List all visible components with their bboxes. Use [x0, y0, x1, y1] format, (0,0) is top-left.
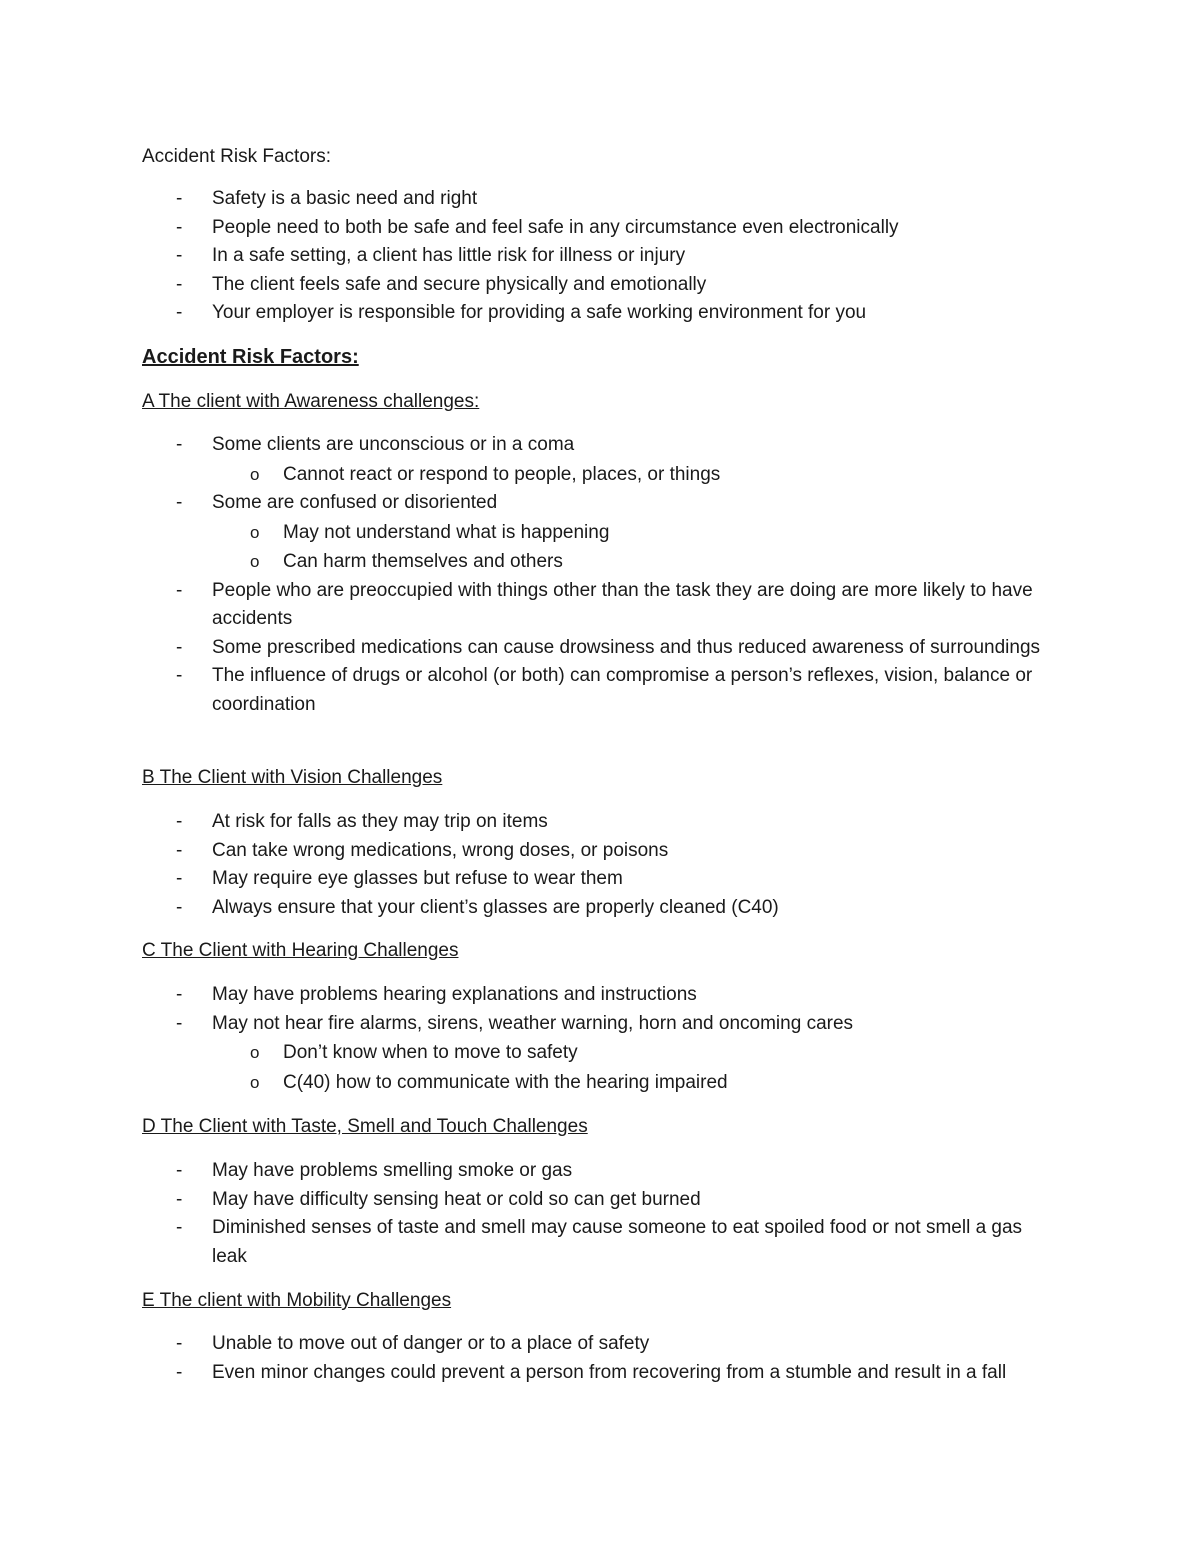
list-item-text: People who are preoccupied with things other than the task they are doing are more likely to have accidents [212, 579, 1033, 629]
list-item [0, 489, 1052, 518]
main-heading: Accident Risk Factors: [142, 346, 359, 368]
list-item [0, 865, 1052, 894]
sub-item-text: C(40) how to communicate with the hearing impaired [283, 1071, 728, 1093]
dash-bullet: - [176, 984, 183, 1005]
circle-bullet: o [250, 552, 260, 571]
section-a-list [0, 431, 1200, 719]
dash-bullet: - [176, 868, 183, 889]
list-item [0, 894, 1052, 923]
dash-bullet: - [176, 839, 183, 861]
list-item [0, 242, 1052, 271]
list-item-text: The client feels safe and secure physically and emotionally [212, 273, 707, 295]
intro-list [0, 185, 1200, 328]
section-d-heading: D The Client with Taste, Smell and Touch Challenges [142, 1116, 588, 1137]
sub-list-item [0, 518, 1043, 548]
section-b-list [0, 808, 1200, 922]
list-item-text: Diminished senses of taste and smell may cause someone to eat spoiled food or not smell a gas leak [212, 1217, 1023, 1267]
dash-bullet: - [176, 273, 183, 295]
sub-item-text: Cannot react or respond to people, places, or things [283, 463, 721, 485]
dash-bullet: - [176, 1217, 183, 1238]
sub-list-item [0, 460, 1043, 490]
section-e-list [0, 1330, 1200, 1387]
list-item [0, 1359, 1052, 1388]
section-e-heading: E The client with Mobility Challenges [142, 1290, 452, 1311]
dash-bullet: - [176, 665, 183, 686]
list-item [0, 837, 1052, 866]
list-item-text: Safety is a basic need and right [212, 188, 478, 209]
list-item [0, 981, 1052, 1010]
list-item [0, 431, 1052, 460]
list-item [0, 1186, 1052, 1215]
dash-bullet: - [176, 1188, 183, 1210]
list-item [0, 1010, 1052, 1039]
list-item-text: May not hear fire alarms, sirens, weather warning, horn and oncoming cares [212, 1012, 854, 1034]
intro-title: Accident Risk Factors: [142, 146, 331, 167]
sub-list-item [0, 547, 1043, 577]
list-item [0, 299, 1052, 328]
sub-item-text: May not understand what is happening [283, 521, 610, 543]
dash-bullet: - [176, 811, 183, 832]
list-item-text: Even minor changes could prevent a person from recovering from a stumble and result in a fall [212, 1361, 1007, 1383]
circle-bullet: o [250, 464, 260, 484]
list-item [0, 214, 1052, 243]
list-item-text: Can take wrong medications, wrong doses, or poisons [212, 839, 669, 861]
list-item-text: May have difficulty sensing heat or cold so can get burned [212, 1188, 701, 1210]
list-item [0, 577, 1052, 634]
section-a-heading: A The client with Awareness challenges: [142, 391, 480, 412]
dash-bullet: - [176, 636, 183, 658]
list-item-text: May have problems smelling smoke or gas [212, 1160, 573, 1181]
dash-bullet: - [176, 896, 183, 918]
list-item [0, 1330, 1052, 1359]
dash-bullet: - [176, 245, 183, 266]
dash-bullet: - [176, 1012, 183, 1034]
list-item-text: May have problems hearing explanations and instructions [212, 984, 697, 1005]
dash-bullet: - [176, 188, 183, 209]
circle-bullet: o [250, 522, 260, 542]
list-item-text: May require eye glasses but refuse to wear them [212, 868, 623, 889]
list-item-text: At risk for falls as they may trip on items [212, 811, 548, 832]
sub-list-item [0, 1068, 1043, 1098]
list-item [0, 662, 1052, 719]
dash-bullet: - [176, 216, 183, 238]
list-item-text: Some clients are unconscious or in a coma [212, 434, 575, 455]
circle-bullet: o [250, 1072, 260, 1092]
dash-bullet: - [176, 302, 183, 323]
list-item [0, 271, 1052, 300]
section-c-heading: C The Client with Hearing Challenges [142, 940, 459, 961]
sub-item-text: Can harm themselves and others [283, 551, 563, 572]
list-item-text: Always ensure that your client’s glasses are properly cleaned (C40) [212, 896, 779, 918]
list-item-text: Some are confused or disoriented [212, 492, 498, 513]
section-d-list [0, 1157, 1200, 1271]
list-item-text: In a safe setting, a client has little risk for illness or injury [212, 245, 686, 266]
list-item [0, 1157, 1052, 1186]
dash-bullet: - [176, 1361, 183, 1383]
list-item [0, 808, 1052, 837]
dash-bullet: - [176, 492, 183, 513]
list-item-text: The influence of drugs or alcohol (or both) can compromise a person’s reflexes, vision, balance or coordination [212, 665, 1033, 715]
section-b-heading: B The Client with Vision Challenges [142, 767, 443, 788]
dash-bullet: - [176, 579, 183, 601]
list-item-text: Your employer is responsible for providing a safe working environment for you [212, 302, 867, 323]
list-item-text: Some prescribed medications can cause drowsiness and thus reduced awareness of surroundings [212, 636, 1041, 658]
list-item-text: Unable to move out of danger or to a place of safety [212, 1333, 650, 1354]
sub-list-item [0, 1038, 1043, 1068]
list-item [0, 634, 1052, 663]
list-item-text: People need to both be safe and feel safe in any circumstance even electronically [212, 216, 899, 238]
list-item [0, 185, 1052, 214]
list-item [0, 1214, 1052, 1271]
dash-bullet: - [176, 1160, 183, 1181]
sub-item-text: Don’t know when to move to safety [283, 1042, 578, 1063]
dash-bullet: - [176, 1333, 183, 1354]
circle-bullet: o [250, 1043, 260, 1062]
section-c-list [0, 981, 1200, 1097]
dash-bullet: - [176, 434, 183, 455]
